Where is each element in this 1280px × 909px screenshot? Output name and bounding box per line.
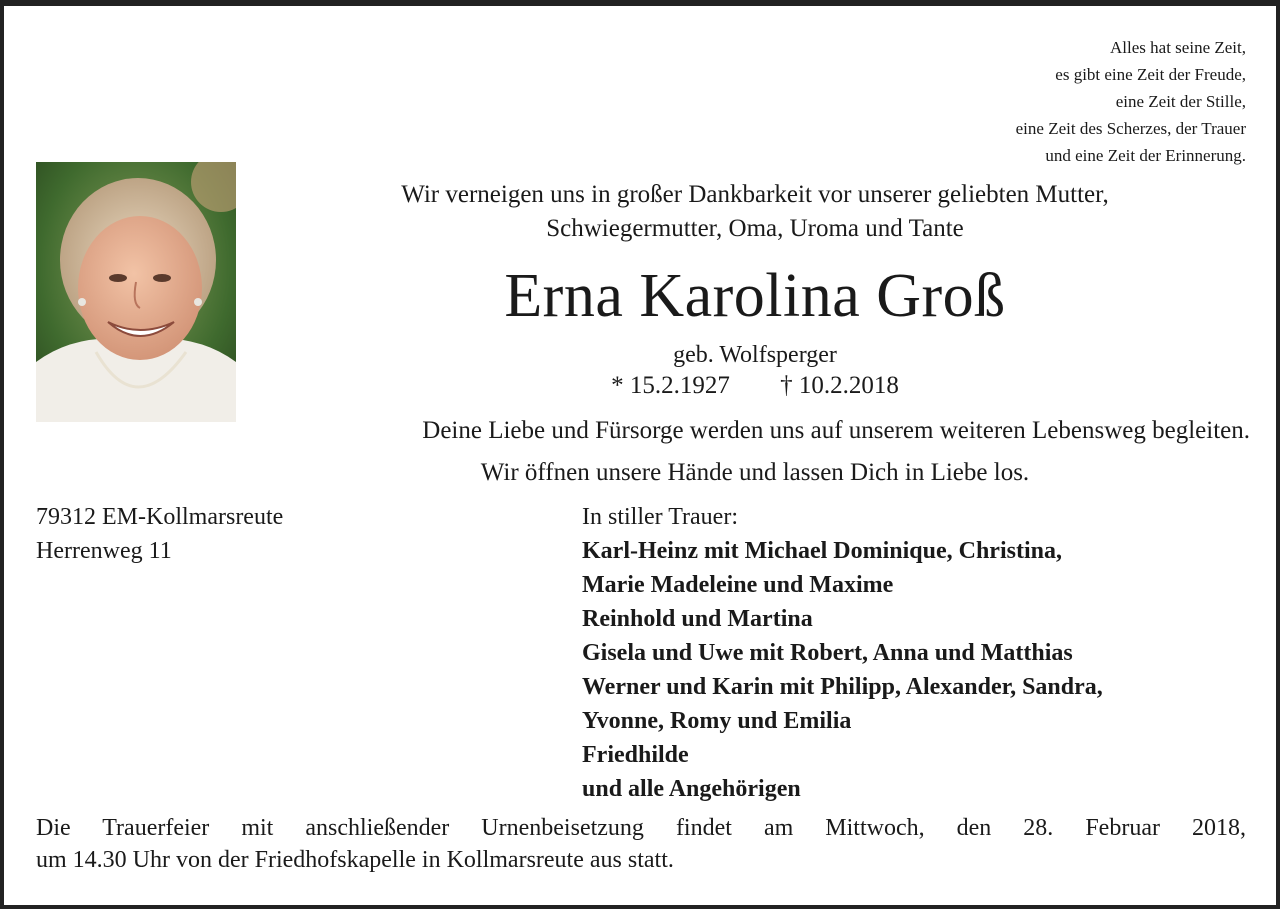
sentence-love: Deine Liebe und Fürsorge werden uns auf unserem weiteren Lebensweg begleiten.	[422, 417, 1250, 444]
portrait-photo	[36, 162, 236, 422]
mourner-line: Werner und Karin mit Philipp, Alexander, Sandra,	[582, 674, 1103, 700]
intro-line-1: Wir verneigen uns in großer Dankbarkeit vor unserer geliebten Mutter,	[401, 181, 1109, 208]
intro-line-2: Schwiegermutter, Oma, Uroma und Tante	[546, 215, 964, 242]
mourner-line: Friedhilde	[582, 742, 689, 768]
address-city: 79312 EM-Kollmarsreute	[36, 504, 284, 530]
quote-line: eine Zeit der Stille,	[1115, 92, 1246, 111]
quote-line: eine Zeit des Scherzes, der Trauer	[1015, 119, 1246, 138]
address-block	[36, 500, 283, 568]
sentence-farewell: Wir öffnen unsere Hände und lassen Dich in Liebe los.	[480, 459, 1030, 486]
quote-line: und eine Zeit der Erinnerung.	[1045, 146, 1246, 165]
death-date: † 10.2.2018	[780, 372, 899, 399]
mourners-block	[582, 500, 1103, 806]
mourner-line: und alle Angehörigen	[582, 776, 801, 802]
deceased-name: Erna Karolina Groß	[504, 262, 1006, 330]
life-dates	[260, 370, 1250, 402]
birth-date: * 15.2.1927	[611, 372, 730, 399]
quote-line: es gibt eine Zeit der Freude,	[1055, 65, 1246, 84]
intro-text	[260, 178, 1250, 246]
address-street: Herrenweg 11	[36, 538, 172, 564]
ceremony-line-2: um 14.30 Uhr von der Friedhofskapelle in Kollmarsreute aus statt.	[36, 847, 674, 873]
mourner-line: Karl-Heinz mit Michael Dominique, Christina,	[582, 538, 1062, 564]
mourner-line: Reinhold und Martina	[582, 606, 813, 632]
quote-block	[1016, 34, 1246, 169]
mourners-lead: In stiller Trauer:	[582, 504, 738, 530]
portrait-illustration	[36, 162, 236, 422]
mourner-line: Gisela und Uwe mit Robert, Anna und Matthias	[582, 640, 1073, 666]
mourner-line: Marie Madeleine und Maxime	[582, 572, 894, 598]
maiden-name: geb. Wolfsperger	[673, 342, 837, 368]
quote-line: Alles hat seine Zeit,	[1110, 38, 1246, 57]
ceremony-line-1: Die Trauerfeier mit anschließender Urnenbeisetzung findet am Mittwoch, den 28. Februar 2018,	[36, 815, 1246, 841]
ceremony-info	[36, 812, 1246, 876]
mourner-line: Yvonne, Romy und Emilia	[582, 708, 852, 734]
